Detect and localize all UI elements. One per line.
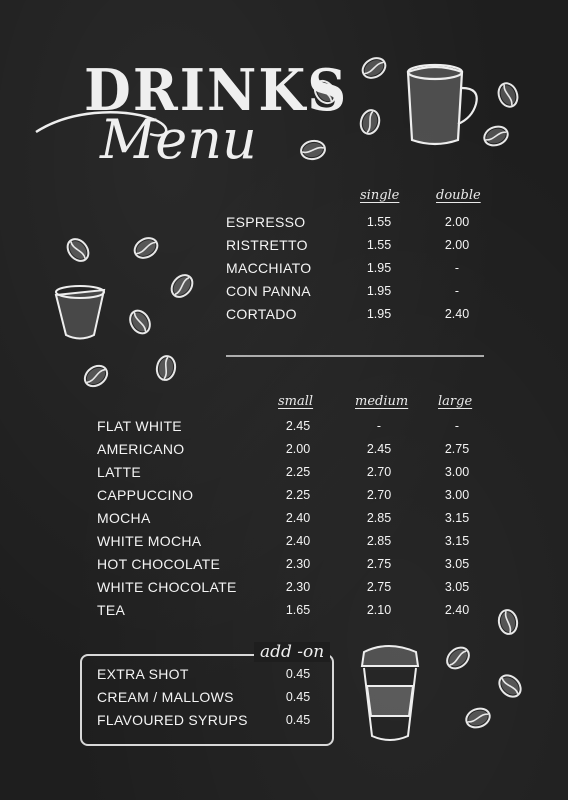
addon-item-name: CREAM / MALLOWS	[97, 689, 234, 705]
addon-price: 0.45	[285, 667, 311, 681]
addon-price: 0.45	[285, 690, 311, 704]
price-double: 2.00	[444, 238, 470, 252]
price-small: 2.30	[285, 557, 311, 571]
price-large: 3.05	[444, 580, 470, 594]
coffee-bean-icon	[495, 671, 525, 701]
coffee-bean-icon	[443, 643, 473, 672]
price-medium: 2.70	[366, 488, 392, 502]
price-single: 1.55	[366, 215, 392, 229]
price-small: 2.30	[285, 580, 311, 594]
section-divider	[226, 355, 484, 357]
price-large: 3.05	[444, 557, 470, 571]
price-single: 1.95	[366, 307, 392, 321]
menu-title-menu: Menu	[100, 108, 257, 171]
price-medium: 2.10	[366, 603, 392, 617]
menu-item-name: CAPPUCCINO	[97, 487, 194, 503]
column-header-large: large	[438, 394, 473, 409]
price-medium: -	[376, 419, 382, 433]
coffee-bean-icon	[495, 81, 520, 110]
menu-item-name: WHITE MOCHA	[97, 533, 202, 549]
price-medium: 2.70	[366, 465, 392, 479]
coffee-bean-icon	[155, 355, 177, 382]
price-double: -	[454, 284, 460, 298]
price-medium: 2.75	[366, 580, 392, 594]
menu-item-name: RISTRETTO	[226, 237, 308, 253]
price-double: -	[454, 261, 460, 275]
price-small: 2.40	[285, 534, 311, 548]
price-medium: 2.85	[366, 534, 392, 548]
menu-item-name: LATTE	[97, 464, 142, 480]
menu-item-name: MOCHA	[97, 510, 151, 526]
coffee-bean-icon	[131, 234, 161, 262]
menu-item-name: TEA	[97, 602, 126, 618]
coffee-bean-icon	[482, 123, 511, 148]
price-large: 2.75	[444, 442, 470, 456]
addon-item-name: FLAVOURED SYRUPS	[97, 712, 248, 728]
menu-item-name: FLAT WHITE	[97, 418, 182, 434]
mug-icon	[408, 65, 477, 144]
price-medium: 2.45	[366, 442, 392, 456]
price-small: 2.40	[285, 511, 311, 525]
price-large: -	[454, 419, 460, 433]
menu-title-drinks: DRINKS	[84, 56, 349, 124]
menu-item-name: ESPRESSO	[226, 214, 306, 230]
addon-item-name: EXTRA SHOT	[97, 666, 189, 682]
coffee-bean-icon	[81, 362, 111, 391]
price-small: 1.65	[285, 603, 311, 617]
coffee-bean-icon	[300, 139, 327, 161]
coffee-bean-icon	[167, 271, 196, 301]
price-medium: 2.75	[366, 557, 392, 571]
price-small: 2.45	[285, 419, 311, 433]
price-single: 1.55	[366, 238, 392, 252]
addon-title: add -on	[254, 642, 330, 662]
coffee-bean-icon	[359, 54, 389, 82]
price-small: 2.00	[285, 442, 311, 456]
price-large: 2.40	[444, 603, 470, 617]
coffee-bean-icon	[358, 108, 382, 136]
espresso-glass-icon	[56, 286, 104, 339]
price-medium: 2.85	[366, 511, 392, 525]
price-single: 1.95	[366, 284, 392, 298]
price-single: 1.95	[366, 261, 392, 275]
menu-item-name: HOT CHOCOLATE	[97, 556, 221, 572]
column-header-double: double	[436, 188, 481, 203]
price-double: 2.00	[444, 215, 470, 229]
price-double: 2.40	[444, 307, 470, 321]
price-large: 3.15	[444, 511, 470, 525]
price-large: 3.15	[444, 534, 470, 548]
coffee-bean-icon	[464, 705, 493, 730]
column-header-medium: medium	[355, 394, 409, 409]
menu-item-name: AMERICANO	[97, 441, 185, 457]
menu-item-name: CORTADO	[226, 306, 297, 322]
column-header-single: single	[360, 188, 400, 203]
takeaway-cup-icon	[362, 646, 418, 740]
addon-price: 0.45	[285, 713, 311, 727]
coffee-bean-icon	[63, 235, 92, 265]
column-header-small: small	[278, 394, 314, 409]
menu-item-name: CON PANNA	[226, 283, 311, 299]
menu-item-name: WHITE CHOCOLATE	[97, 579, 237, 595]
menu-item-name: MACCHIATO	[226, 260, 312, 276]
coffee-bean-icon	[497, 609, 519, 636]
price-small: 2.25	[285, 488, 311, 502]
price-large: 3.00	[444, 465, 470, 479]
price-large: 3.00	[444, 488, 470, 502]
price-small: 2.25	[285, 465, 311, 479]
coffee-bean-icon	[126, 307, 154, 337]
